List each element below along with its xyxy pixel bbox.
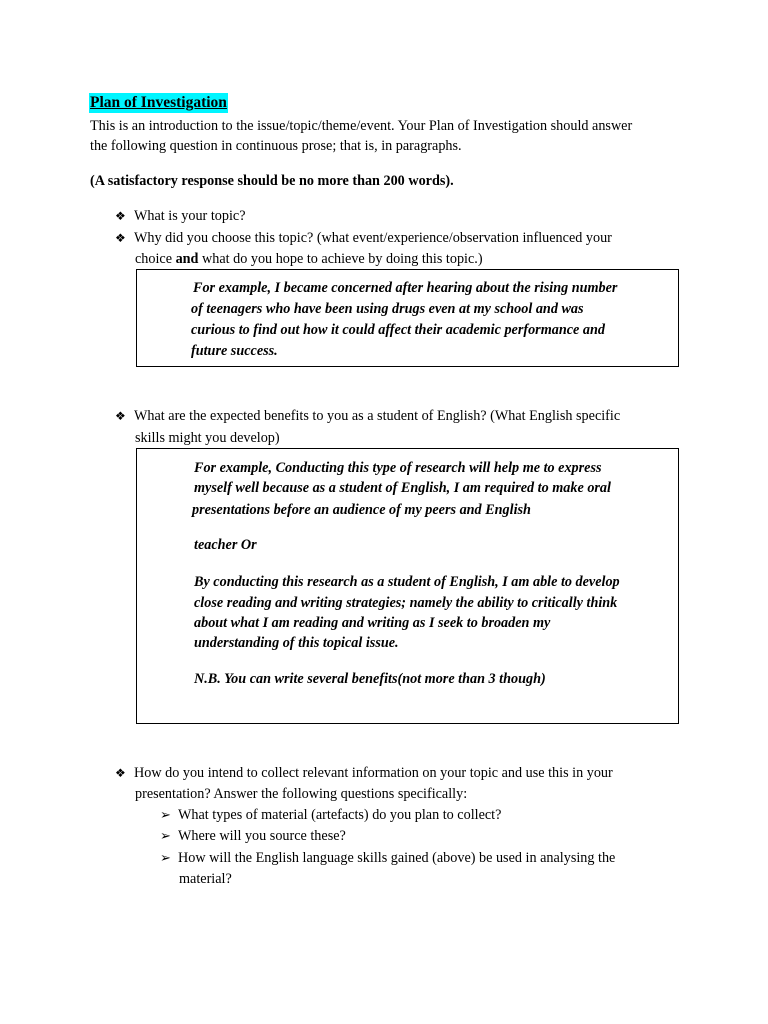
bullet-continuation: presentation? Answer the following questions specifically: bbox=[135, 786, 468, 802]
sub-bullet-continuation: material? bbox=[179, 871, 232, 887]
arrow-bullet-icon: ➢ bbox=[160, 850, 171, 865]
diamond-bullet-icon: ❖ bbox=[115, 231, 126, 245]
bold-text: and bbox=[175, 251, 199, 267]
intro-line-2: the following question in continuous prose; that is, in paragraphs. bbox=[90, 138, 462, 154]
box-line: For example, I became concerned after hearing about the rising number bbox=[193, 280, 618, 296]
example-box-2 bbox=[136, 448, 679, 724]
bullet-item bbox=[115, 206, 246, 226]
diamond-bullet-icon: ❖ bbox=[115, 209, 126, 223]
box-line: N.B. You can write several benefits(not more than 3 though) bbox=[194, 671, 546, 687]
box-line: By conducting this research as a student of English, I am able to develop bbox=[194, 574, 620, 590]
box-line: close reading and writing strategies; namely the ability to critically think bbox=[194, 595, 618, 611]
text-fragment: what do you hope to achieve by doing this topic.) bbox=[198, 251, 483, 267]
box-line: presentations before an audience of my peers and English bbox=[192, 502, 531, 518]
sub-bullet-item bbox=[160, 826, 346, 846]
bullet-text: Why did you choose this topic? (what event/experience/observation influenced your bbox=[134, 230, 612, 246]
box-line: teacher Or bbox=[194, 537, 257, 553]
example-box-1 bbox=[136, 269, 679, 367]
bullet-item bbox=[115, 228, 612, 248]
bullet-continuation: skills might you develop) bbox=[135, 430, 280, 446]
sub-bullet-text: How will the English language skills gained (above) be used in analysing the bbox=[178, 850, 616, 866]
box-line: myself well because as a student of English, I am required to make oral bbox=[194, 480, 611, 496]
box-line: of teenagers who have been using drugs even at my school and was bbox=[191, 301, 584, 317]
bullet-text: What is your topic? bbox=[134, 208, 246, 224]
sub-bullet-text: What types of material (artefacts) do you plan to collect? bbox=[178, 807, 502, 823]
diamond-bullet-icon: ❖ bbox=[115, 409, 126, 423]
bullet-text: What are the expected benefits to you as a student of English? (What English specific bbox=[134, 408, 621, 424]
sub-bullet-item bbox=[160, 848, 615, 868]
box-line: future success. bbox=[191, 343, 278, 359]
word-limit-note: (A satisfactory response should be no more than 200 words). bbox=[90, 173, 454, 189]
box-line: about what I am reading and writing as I seek to broaden my bbox=[194, 615, 551, 631]
arrow-bullet-icon: ➢ bbox=[160, 828, 171, 843]
page-title: Plan of Investigation bbox=[90, 94, 227, 111]
bullet-text: How do you intend to collect relevant information on your topic and use this in your bbox=[134, 765, 613, 781]
sub-bullet-text: Where will you source these? bbox=[178, 828, 346, 844]
box-line: curious to find out how it could affect their academic performance and bbox=[191, 322, 605, 338]
intro-line-1: This is an introduction to the issue/topic/theme/event. Your Plan of Investigation should answer bbox=[90, 118, 633, 134]
bullet-item bbox=[115, 763, 613, 783]
diamond-bullet-icon: ❖ bbox=[115, 766, 126, 780]
box-line: understanding of this topical issue. bbox=[194, 635, 399, 651]
sub-bullet-item bbox=[160, 805, 501, 825]
arrow-bullet-icon: ➢ bbox=[160, 807, 171, 822]
bullet-continuation bbox=[135, 249, 483, 269]
bullet-item bbox=[115, 406, 620, 426]
text-fragment: choice bbox=[135, 251, 176, 267]
box-line: For example, Conducting this type of research will help me to express bbox=[194, 460, 602, 476]
